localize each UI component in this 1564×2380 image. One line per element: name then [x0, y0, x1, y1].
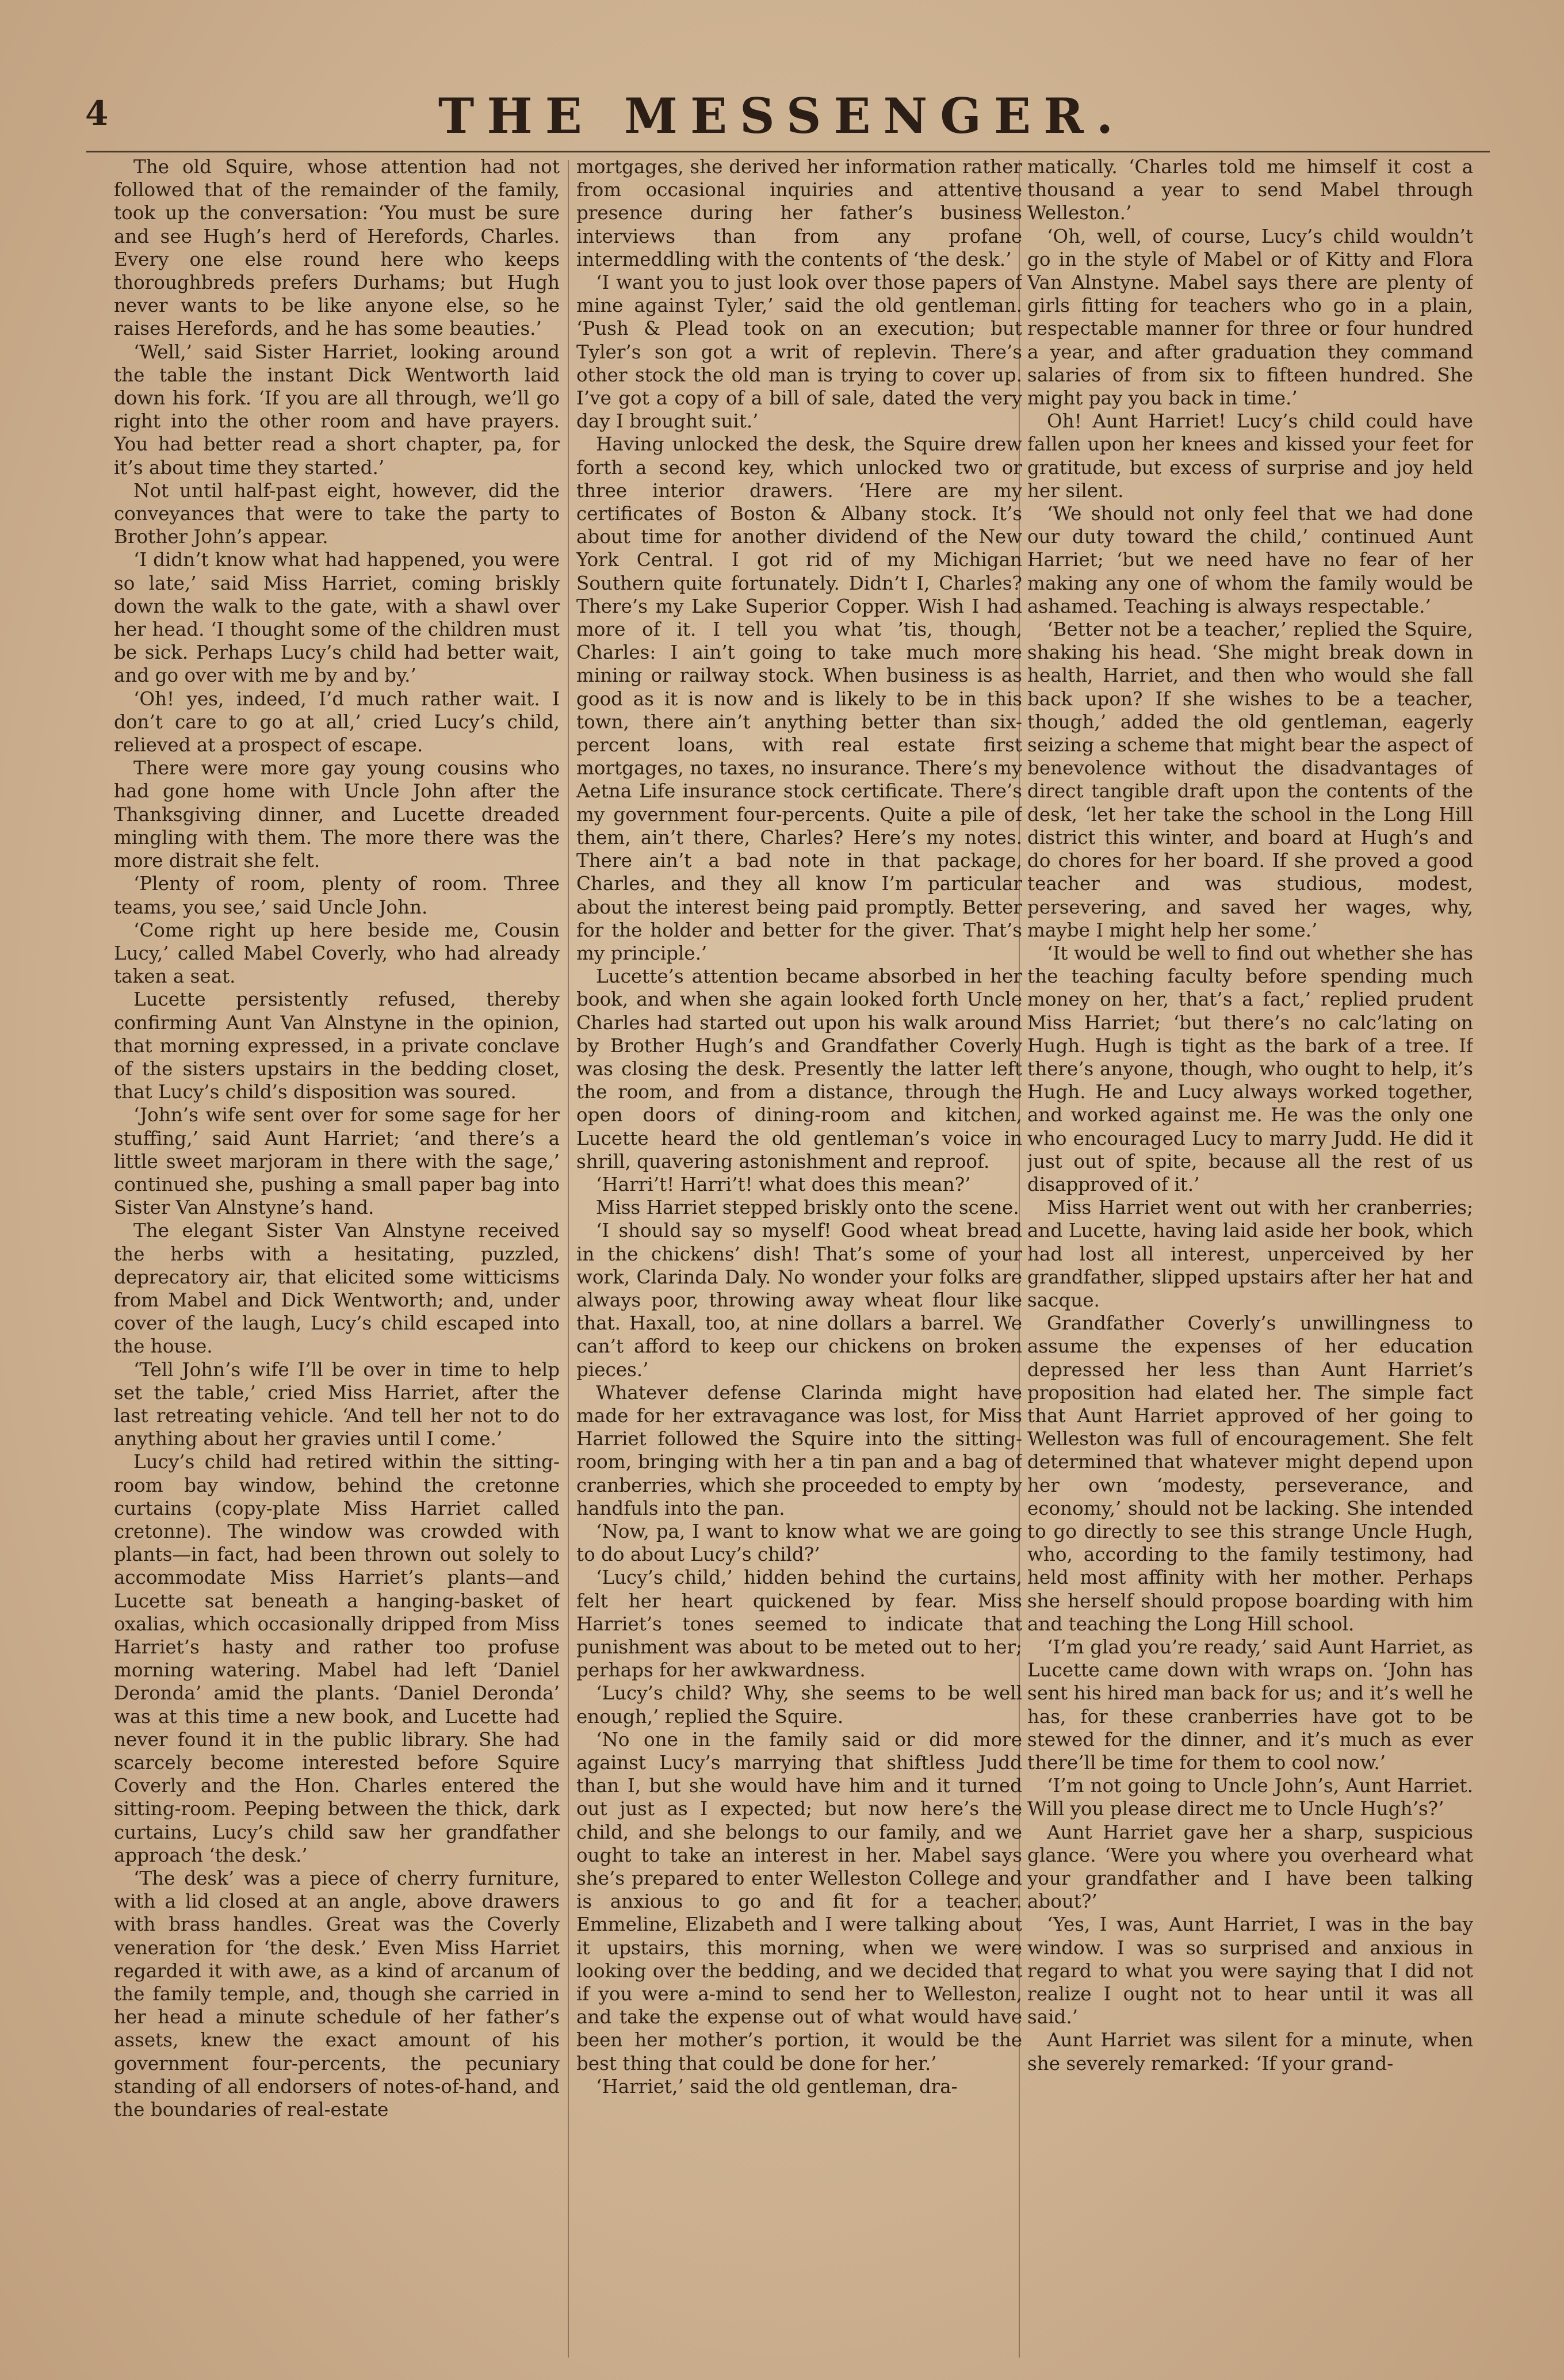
paragraph: ‘It would be well to find out whether she has the teaching faculty before spending much money on her, that’s a fact,’ replied prudent Miss Harriet; ‘but there’s no calc’lating on Hugh. Hugh is tight as the bark of a tree. If there’s anyone, though, who ought to help, it’s Hugh. He and Lucy always worked together, and worked against me. He was the only one who encouraged Lucy to marry Judd. He did it just out of spite, because all the rest of us disapproved of it.’	[1027, 942, 1473, 1195]
paragraph: Having unlocked the desk, the Squire drew forth a second key, which unlocked two or three interior drawers. ‘Here are my certificates of Boston & Albany stock. It’s about time for another dividend of the New York Central. I got rid of my Michigan Southern quite fortunately. Didn’t I, Charles? There’s my Lake Superior Copper. Wish I had more of it. I tell you what ’tis, though, Charles: I ain’t going to take much more mining or railway stock. When business is as good as it is now and is likely to be in this town, there ain’t anything better than six-percent loans, with real estate first mortgages, no taxes, no insurance. There’s my Aetna Life insurance stock certificate. There’s my government four-percents. Quite a pile of them, ain’t there, Charles? Here’s my notes. There ain’t a bad note in that package, Charles, and they all know I’m particular about the interest being paid promptly. Better for the holder and better for the giver. That’s my principle.’	[576, 433, 1022, 964]
paragraph: ‘Well,’ said Sister Harriet, looking around the table the instant Dick Wentworth laid down his fork. ‘If you are all through, we’ll go right into the other room and have prayers. You had better read a short chapter, pa, for it’s about time they started.’	[114, 341, 560, 479]
masthead-title: THE MESSENGER.	[438, 87, 1126, 144]
column-2	[576, 155, 1022, 2359]
paragraph: Miss Harriet stepped briskly onto the scene.	[596, 1197, 1019, 1219]
page-number: 4	[85, 94, 109, 133]
paragraph: The elegant Sister Van Alnstyne received the herbs with a hesitating, puzzled, deprecatory air, that elicited some witticisms from Mabel and Dick Wentworth; and, under cover of the laugh, Lucy’s child escaped into the house.	[114, 1220, 560, 1358]
paragraph: ‘Better not be a teacher,’ replied the Squire, shaking his head. ‘She might break down in health, Harriet, and then who would she fall back upon? If she wishes to be a teacher, though,’ added the old gentleman, eagerly seizing a scheme that might bear the aspect of benevolence without the disadvantages of direct tangible draft upon the contents of the desk, ‘let her take the school in the Long Hill district this winter, and board at Hugh’s and do chores for her board. If she proved a good teacher and was studious, modest, persevering, and saved her wages, why, maybe I might help her some.’	[1027, 618, 1473, 941]
paragraph: mortgages, she derived her information rather from occasional inquiries and attentive presence during her father’s business interviews than from any profane intermeddling with the contents of ‘the desk.’	[576, 156, 1022, 270]
header-rule	[86, 151, 1490, 152]
paragraph: Not until half-past eight, however, did the conveyances that were to take the party to Brother John’s appear.	[114, 479, 560, 548]
paragraph: Aunt Harriet gave her a sharp, suspicious glance. ‘Were you where you overheard what your grandfather and I have been talking about?’	[1027, 1821, 1473, 1913]
paragraph: ‘I want you to just look over those papers of mine against Tyler,’ said the old gentleman. ‘Push & Plead took on an execution; but Tyler’s son got a writ of replevin. There’s other stock the old man is trying to cover up. I’ve got a copy of a bill of sale, dated the very day I brought suit.’	[576, 272, 1022, 433]
paragraph: matically. ‘Charles told me himself it cost a thousand a year to send Mabel through Welleston.’	[1027, 156, 1473, 224]
paragraph: ‘Plenty of room, plenty of room. Three teams, you see,’ said Uncle John.	[114, 873, 560, 918]
paragraph: The old Squire, whose attention had not followed that of the remainder of the family, took up the conversation: ‘You must be sure and see Hugh’s herd of Herefords, Charles. Every one else round here who keeps thoroughbreds prefers Durhams; but Hugh never wants to be like anyone else, so he raises Herefords, and he has some beauties.’	[114, 156, 560, 340]
paragraph: ‘Harri’t! Harri’t! what does this mean?’	[596, 1173, 971, 1195]
paragraph: ‘We should not only feel that we had done our duty toward the child,’ continued Aunt Harriet; ‘but we need have no fear of her making any one of whom the family would be ashamed. Teaching is always respectable.’	[1027, 503, 1473, 617]
paragraph: Miss Harriet went out with her cranberries; and Lucette, having laid aside her book, which had lost all interest, unperceived by her grandfather, slipped upstairs after her hat and sacque.	[1027, 1197, 1473, 1311]
paragraph: ‘Harriet,’ said the old gentleman, dra-	[596, 2075, 958, 2098]
paragraph: ‘Yes, I was, Aunt Harriet, I was in the bay window. I was so surprised and anxious in regard to what you were saying that I did not realize I ought not to hear until it was all said.’	[1027, 1913, 1473, 2028]
paragraph: Whatever defense Clarinda might have made for her extravagance was lost, for Miss Harriet followed the Squire into the sitting-room, bringing with her a tin pan and a bag of cranberries, which she proceeded to empty by handfuls into the pan.	[576, 1381, 1022, 1519]
paragraph: Aunt Harriet was silent for a minute, when she severely remarked: ‘If your grand-	[1027, 2029, 1473, 2075]
paragraph: ‘The desk’ was a piece of cherry furniture, with a lid closed at an angle, above drawers with brass handles. Great was the Coverly veneration for ‘the desk.’ Even Miss Harriet regarded it with awe, as a kind of arcanum of the family temple, and, though she carried in her head a minute schedule of her father’s assets, knew the exact amount of his government four-percents, the pecuniary standing of all endorsers of notes-of-hand, and the boundaries of real-estate	[114, 1867, 560, 2121]
paragraph: There were more gay young cousins who had gone home with Uncle John after the Thanksgiving dinner, and Lucette dreaded mingling with them. The more there was the more distrait she felt.	[114, 757, 560, 872]
paragraph: Lucy’s child had retired within the sitting-room bay window, behind the cretonne curtains (copy-plate Miss Harriet called cretonne). The window was crowded with plants—in fact, had been thrown out solely to accommodate Miss Harriet’s plants—and Lucette sat beneath a hanging-basket of oxalias, which occasionally dripped from Miss Harriet’s hasty and rather too profuse morning watering. Mabel had left ‘Daniel Deronda’ amid the plants. ‘Daniel Deronda’ was at this time a new book, and Lucette had never found it in the public library. She had scarcely become interested before Squire Coverly and the Hon. Charles entered the sitting-room. Peeping between the thick, dark curtains, Lucy’s child saw her grandfather approach ‘the desk.’	[114, 1451, 560, 1866]
paragraph: ‘Lucy’s child? Why, she seems to be well enough,’ replied the Squire.	[576, 1682, 1022, 1728]
paragraph: ‘Lucy’s child,’ hidden behind the curtains, felt her heart quickened by fear. Miss Harriet’s tones seemed to indicate that punishment was about to be meted out to her; perhaps for her awkwardness.	[576, 1567, 1022, 1682]
paragraph: Grandfather Coverly’s unwillingness to assume the expenses of her education depressed her less than Aunt Harriet’s proposition had elated her. The simple fact that Aunt Harriet approved of her going to Welleston was full of encouragement. She felt determined that whatever might depend upon her own ‘modesty, perseverance, and economy,’ should not be lacking. She intended to go directly to see this strange Uncle Hugh, who, according to the family testimony, had held most affinity with her mother. Perhaps she herself should propose boarding with him and teaching the Long Hill school.	[1027, 1312, 1473, 1635]
paragraph: ‘Tell John’s wife I’ll be over in time to help set the table,’ cried Miss Harriet, after the last retreating vehicle. ‘And tell her not to do anything about her gravies until I come.’	[114, 1358, 560, 1450]
paragraph: ‘I didn’t know what had happened, you were so late,’ said Miss Harriet, coming briskly down the walk to the gate, with a shawl over her head. ‘I thought some of the children must be sick. Perhaps Lucy’s child had better wait, and go over with me by and by.’	[114, 549, 560, 687]
paragraph: ‘Now, pa, I want to know what we are going to do about Lucy’s child?’	[576, 1520, 1022, 1566]
paragraph: ‘Oh! yes, indeed, I’d much rather wait. I don’t care to go at all,’ cried Lucy’s child, relieved at a prospect of escape.	[114, 687, 560, 757]
column-1	[114, 155, 560, 2359]
paragraph: Lucette persistently refused, thereby confirming Aunt Van Alnstyne in the opinion, that morning expressed, in a private conclave of the sisters upstairs in the bedding closet, that Lucy’s child’s disposition was soured.	[114, 988, 560, 1103]
paragraph: ‘Come right up here beside me, Cousin Lucy,’ called Mabel Coverly, who had already taken a seat.	[114, 919, 560, 988]
column-divider	[568, 160, 569, 2358]
paragraph: ‘I’m glad you’re ready,’ said Aunt Harriet, as Lucette came down with wraps on. ‘John has sent his hired man back for us; and it’s well he has, for these cranberries have got to be stewed for the dinner, and it’s much as ever there’ll be time for them to cool now.’	[1027, 1636, 1473, 1774]
paragraph: ‘I’m not going to Uncle John’s, Aunt Harriet. Will you please direct me to Uncle Hugh’s?’	[1027, 1775, 1473, 1820]
paragraph: Lucette’s attention became absorbed in her book, and when she again looked forth Uncle Charles had started out upon his walk around by Brother Hugh’s and Grandfather Coverly was closing the desk. Presently the latter left the room, and from a distance, through the open doors of dining-room and kitchen, Lucette heard the old gentleman’s voice in shrill, quavering astonishment and reproof.	[576, 965, 1022, 1172]
column-3	[1027, 155, 1473, 2359]
paragraph: ‘John’s wife sent over for some sage for her stuffing,’ said Aunt Harriet; ‘and there’s a little sweet marjoram in there with the sage,’ continued she, pushing a small paper bag into Sister Van Alnstyne’s hand.	[114, 1104, 560, 1219]
paragraph: ‘I should say so myself! Good wheat bread in the chickens’ dish! That’s some of your work, Clarinda Daly. No wonder your folks are always poor, throwing away wheat flour like that. Haxall, too, at nine dollars a barrel. We can’t afford to keep our chickens on broken pieces.’	[576, 1220, 1022, 1381]
paragraph: ‘Oh, well, of course, Lucy’s child wouldn’t go in the style of Mabel or of Kitty and Flora Van Alnstyne. Mabel says there are plenty of girls fitting for teachers who go in a plain, respectable manner for three or four hundred a year, and after graduation they command salaries of from six to fifteen hundred. She might pay you back in time.’	[1027, 225, 1473, 410]
paragraph: Oh! Aunt Harriet! Lucy’s child could have fallen upon her knees and kissed your feet for gratitude, but excess of surprise and joy held her silent.	[1027, 410, 1473, 502]
paragraph: ‘No one in the family said or did more against Lucy’s marrying that shiftless Judd than I, but she would have him and it turned out just as I expected; but now here’s the child, and she belongs to our family, and we ought to take an interest in her. Mabel says she’s prepared to enter Welleston College and is anxious to go and fit for a teacher. Emmeline, Elizabeth and I were talking about it upstairs, this morning, when we were looking over the bedding, and we decided that if you were a-mind to send her to Welleston, and take the expense out of what would have been her mother’s portion, it would be the best thing that could be done for her.’	[576, 1728, 1022, 2075]
